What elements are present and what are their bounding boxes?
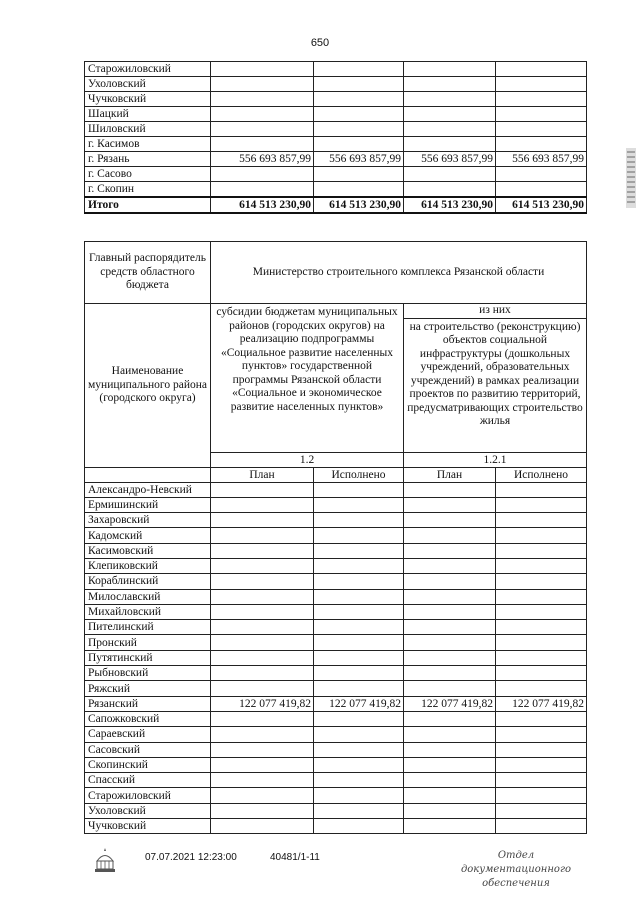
value-cell: 556 693 857,99 <box>496 152 587 167</box>
value-cell <box>404 681 496 696</box>
footer-doc-number: 40481/1-11 <box>270 852 320 863</box>
value-cell <box>404 482 496 497</box>
table-row <box>85 92 587 107</box>
value-cell <box>496 819 587 834</box>
plan-header-2: План <box>404 467 496 482</box>
table-row <box>85 788 587 803</box>
value-cell <box>496 122 587 137</box>
value-cell <box>404 803 496 818</box>
total-label: Итого <box>85 197 211 213</box>
municipality-name: Ермишинский <box>85 497 211 512</box>
value-cell <box>404 107 496 122</box>
table-row <box>85 666 587 681</box>
value-cell <box>404 558 496 573</box>
municipality-name: Захаровский <box>85 513 211 528</box>
table-row <box>85 543 587 558</box>
value-cell <box>314 604 404 619</box>
municipality-name: г. Касимов <box>85 137 211 152</box>
value-cell <box>496 92 587 107</box>
municipality-name: Шиловский <box>85 122 211 137</box>
value-cell <box>496 788 587 803</box>
value-cell <box>496 482 587 497</box>
value-cell <box>496 497 587 512</box>
value-cell <box>314 92 404 107</box>
subsidy-column-header: субсидии бюджетам муниципальных районов (городских округов) на реализацию подпрограммы «Социальное развитие населенных пунктов» государственной программы Рязанской области «Социальное и экономическое развитие населенных пунктов» <box>211 304 404 453</box>
executed-header-1: Исполнено <box>314 467 404 482</box>
table-row <box>85 727 587 742</box>
plan-header-1: План <box>211 467 314 482</box>
value-cell <box>211 482 314 497</box>
municipality-name: Шацкий <box>85 107 211 122</box>
value-cell <box>211 742 314 757</box>
municipality-name: Клепиковский <box>85 558 211 573</box>
value-cell <box>404 650 496 665</box>
table-row <box>85 77 587 92</box>
value-cell <box>211 122 314 137</box>
municipality-name: Александро-Невский <box>85 482 211 497</box>
value-cell <box>404 788 496 803</box>
value-cell <box>211 819 314 834</box>
value-cell <box>404 711 496 726</box>
department-stamp <box>446 849 586 891</box>
value-cell <box>211 107 314 122</box>
value-cell <box>496 604 587 619</box>
value-cell <box>496 589 587 604</box>
value-cell <box>211 635 314 650</box>
value-cell <box>211 650 314 665</box>
value-cell <box>211 574 314 589</box>
value-cell <box>314 773 404 788</box>
value-cell <box>404 122 496 137</box>
value-cell <box>404 773 496 788</box>
value-cell <box>211 77 314 92</box>
value-cell <box>314 620 404 635</box>
municipality-name: Кадомский <box>85 528 211 543</box>
value-cell <box>314 711 404 726</box>
value-cell <box>211 589 314 604</box>
value-cell: 122 077 419,82 <box>496 696 587 711</box>
municipality-name: г. Рязань <box>85 152 211 167</box>
table-row <box>85 681 587 696</box>
municipality-name: Старожиловский <box>85 788 211 803</box>
code-1: 1.2 <box>211 452 404 467</box>
table-row <box>85 513 587 528</box>
municipality-name: Касимовский <box>85 543 211 558</box>
value-cell <box>314 803 404 818</box>
table-row <box>85 589 587 604</box>
value-cell <box>211 167 314 182</box>
footer-timestamp: 07.07.2021 12:23:00 <box>145 852 237 863</box>
value-cell <box>496 650 587 665</box>
distributor-value: Министерство строительного комплекса Рязанской области <box>211 242 587 304</box>
value-cell: 556 693 857,99 <box>314 152 404 167</box>
value-cell <box>404 589 496 604</box>
value-cell: 556 693 857,99 <box>211 152 314 167</box>
value-cell <box>404 620 496 635</box>
municipality-name: Сапожковский <box>85 711 211 726</box>
value-cell <box>314 635 404 650</box>
value-cell <box>314 513 404 528</box>
value-cell <box>314 574 404 589</box>
executed-header-2: Исполнено <box>496 467 587 482</box>
value-cell: 122 077 419,82 <box>211 696 314 711</box>
value-cell <box>211 528 314 543</box>
total-value: 614 513 230,90 <box>404 197 496 213</box>
value-cell <box>496 137 587 152</box>
value-cell <box>314 681 404 696</box>
value-cell <box>211 666 314 681</box>
municipality-name: Сараевский <box>85 727 211 742</box>
value-cell <box>404 742 496 757</box>
value-cell <box>496 635 587 650</box>
value-cell <box>404 666 496 681</box>
value-cell <box>496 681 587 696</box>
value-cell <box>211 558 314 573</box>
table-row <box>85 107 587 122</box>
value-cell <box>211 727 314 742</box>
subsidy-table <box>84 241 587 834</box>
value-cell <box>314 558 404 573</box>
total-value: 614 513 230,90 <box>211 197 314 213</box>
value-cell <box>496 107 587 122</box>
continuation-table <box>84 61 587 214</box>
value-cell <box>404 497 496 512</box>
value-cell <box>404 62 496 77</box>
table-row <box>85 650 587 665</box>
page-number: 650 <box>310 37 330 49</box>
value-cell <box>314 742 404 757</box>
table-row <box>85 574 587 589</box>
table-row <box>85 742 587 757</box>
table-row <box>85 497 587 512</box>
value-cell <box>211 604 314 619</box>
value-cell <box>314 62 404 77</box>
table-row <box>85 62 587 77</box>
value-cell <box>404 543 496 558</box>
value-cell <box>314 107 404 122</box>
value-cell <box>314 757 404 772</box>
value-cell <box>211 788 314 803</box>
municipality-name: Михайловский <box>85 604 211 619</box>
value-cell <box>404 167 496 182</box>
value-cell <box>496 620 587 635</box>
value-cell <box>314 788 404 803</box>
value-cell <box>211 543 314 558</box>
value-cell <box>211 803 314 818</box>
stamp-line-1: Отдел документационного <box>460 850 572 875</box>
value-cell <box>211 757 314 772</box>
value-cell <box>404 92 496 107</box>
value-cell: 556 693 857,99 <box>404 152 496 167</box>
value-cell <box>314 182 404 198</box>
table-row <box>85 803 587 818</box>
value-cell <box>404 574 496 589</box>
value-cell <box>496 62 587 77</box>
value-cell <box>211 681 314 696</box>
of-them-header: из них <box>404 304 587 319</box>
value-cell <box>404 513 496 528</box>
municipality-name: Рыбновский <box>85 666 211 681</box>
value-cell <box>496 182 587 198</box>
table-row <box>85 528 587 543</box>
municipality-name: Спасский <box>85 773 211 788</box>
total-value: 614 513 230,90 <box>314 197 404 213</box>
value-cell <box>404 757 496 772</box>
table-row <box>85 696 587 711</box>
value-cell <box>314 122 404 137</box>
value-cell <box>496 77 587 92</box>
table-row <box>85 773 587 788</box>
municipality-name: Рязанский <box>85 696 211 711</box>
municipality-name: Скопинский <box>85 757 211 772</box>
scan-edge-mark <box>626 148 636 208</box>
value-cell <box>496 574 587 589</box>
municipality-name: Старожиловский <box>85 62 211 77</box>
table-row <box>85 757 587 772</box>
construction-column-header: на строительство (реконструкцию) объектов социальной инфраструктуры (дошкольных учреждений, образовательных учреждений) в рамках реализации проектов по развитию территорий, предусматривающих строительство жилья <box>404 318 587 452</box>
table-row <box>85 558 587 573</box>
value-cell <box>211 137 314 152</box>
municipality-name: Чучковский <box>85 819 211 834</box>
table-row <box>85 819 587 834</box>
value-cell <box>496 666 587 681</box>
value-cell <box>211 182 314 198</box>
value-cell <box>314 77 404 92</box>
value-cell <box>314 819 404 834</box>
table-row <box>85 604 587 619</box>
value-cell <box>496 513 587 528</box>
value-cell <box>211 497 314 512</box>
value-cell <box>496 558 587 573</box>
value-cell <box>211 62 314 77</box>
value-cell <box>496 543 587 558</box>
value-cell <box>404 727 496 742</box>
table-row <box>85 620 587 635</box>
municipality-name: Ряжский <box>85 681 211 696</box>
value-cell <box>314 666 404 681</box>
value-cell <box>211 773 314 788</box>
municipality-name: г. Скопин <box>85 182 211 198</box>
value-cell <box>496 773 587 788</box>
municipality-name: Пронский <box>85 635 211 650</box>
table-row <box>85 711 587 726</box>
value-cell <box>496 167 587 182</box>
value-cell <box>314 137 404 152</box>
value-cell: 122 077 419,82 <box>404 696 496 711</box>
municipality-column-header: Наименование муниципального района (городского округа) <box>85 304 211 468</box>
value-cell <box>314 528 404 543</box>
value-cell <box>211 513 314 528</box>
emblem-icon <box>93 847 117 875</box>
municipality-name: г. Сасово <box>85 167 211 182</box>
table-row <box>85 122 587 137</box>
value-cell <box>314 167 404 182</box>
value-cell <box>496 757 587 772</box>
municipality-name: Пителинский <box>85 620 211 635</box>
table-row <box>85 152 587 167</box>
municipality-name: Путятинский <box>85 650 211 665</box>
value-cell <box>314 497 404 512</box>
value-cell <box>211 711 314 726</box>
municipality-name: Сасовский <box>85 742 211 757</box>
table-row <box>85 182 587 198</box>
value-cell <box>211 92 314 107</box>
municipality-name: Чучковский <box>85 92 211 107</box>
value-cell <box>404 604 496 619</box>
municipality-name: Кораблинский <box>85 574 211 589</box>
value-cell <box>496 528 587 543</box>
value-cell <box>314 650 404 665</box>
value-cell <box>404 819 496 834</box>
municipality-name: Ухоловский <box>85 77 211 92</box>
value-cell <box>404 635 496 650</box>
value-cell <box>314 482 404 497</box>
value-cell <box>314 543 404 558</box>
table-row <box>85 482 587 497</box>
value-cell <box>496 742 587 757</box>
value-cell <box>314 727 404 742</box>
value-cell: 122 077 419,82 <box>314 696 404 711</box>
value-cell <box>211 620 314 635</box>
municipality-name: Милославский <box>85 589 211 604</box>
value-cell <box>496 803 587 818</box>
total-row <box>85 197 587 213</box>
value-cell <box>404 528 496 543</box>
value-cell <box>404 137 496 152</box>
value-cell <box>404 77 496 92</box>
value-cell <box>314 589 404 604</box>
municipality-name: Ухоловский <box>85 803 211 818</box>
table-row <box>85 137 587 152</box>
table-row <box>85 167 587 182</box>
value-cell <box>404 182 496 198</box>
value-cell <box>496 711 587 726</box>
code-2: 1.2.1 <box>404 452 587 467</box>
distributor-label: Главный распорядитель средств областного бюджета <box>85 242 211 304</box>
value-cell <box>496 727 587 742</box>
stamp-line-2: обеспечения <box>482 878 550 889</box>
table-row <box>85 635 587 650</box>
total-value: 614 513 230,90 <box>496 197 587 213</box>
